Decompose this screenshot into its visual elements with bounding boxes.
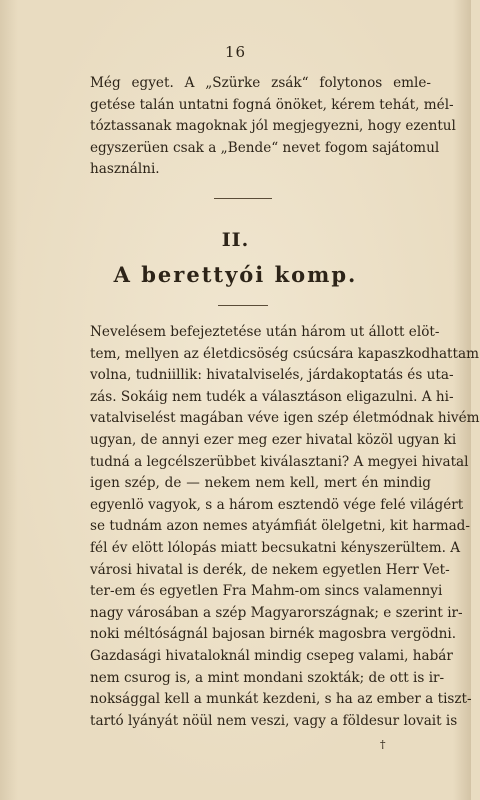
text-line: nem csurog is, a mint mondani szokták; de ott is ir-	[90, 669, 445, 686]
section-number: II.	[221, 229, 250, 251]
paragraph-1	[90, 73, 456, 181]
text-line: tudná a legcélszerübbet kiválasztani? A megyei hivatal	[90, 453, 469, 470]
text-line: volna, tudniillik: hivatalviselés, járdakoptatás és uta-	[90, 367, 454, 384]
text-line: tóztassanak magoknak jól megjegyezni, hogy ezentul	[90, 118, 456, 135]
text-line: noksággal kell a munkát kezdeni, s ha az ember a tiszt-	[90, 691, 472, 708]
text-line: tem, mellyen az életdicsöség csúcsára kapaszkodhattam	[90, 345, 479, 362]
text-line: nagy városában a szép Magyarországnak; e szerint ir-	[90, 604, 463, 621]
footer-mark: †	[380, 738, 386, 751]
paragraph-2	[90, 322, 480, 732]
section-divider-bottom	[218, 305, 268, 306]
text-line: zás. Sokáig nem tudék a választáson eligazulni. A hi-	[90, 388, 454, 405]
text-line: egyenlö vagyok, s a három esztendö vége felé világért	[90, 496, 464, 513]
text-line: noki méltóságnál bajosan birnék magosbra vergödni.	[90, 626, 457, 643]
text-line: igen szép, de — nekem nem kell, mert én mindig	[90, 475, 431, 492]
text-line: ugyan, de annyi ezer meg ezer hivatal közöl ugyan ki	[90, 431, 457, 448]
text-line: Nevelésem befejeztetése után három ut állott elöt-	[90, 324, 440, 340]
section-title: A berettyói komp.	[113, 262, 358, 287]
section-divider-top	[214, 198, 272, 199]
text-line: használni.	[90, 161, 160, 178]
text-line: Még egyet. A „Szürke zsák“ folytonos emle-	[90, 75, 431, 91]
text-line: getése talán untatni fogná önöket, kérem tehát, mél-	[90, 96, 454, 113]
text-line: Gazdasági hivataloknál mindig csepeg valami, habár	[90, 647, 453, 664]
text-line: tartó lyányát nöül nem veszi, vagy a földesur lovait is	[90, 712, 458, 729]
page-number: 16	[224, 43, 247, 61]
text-line: vatalviselést magában véve igen szép életmódnak hivém	[90, 410, 480, 427]
text-line: ter-em és egyetlen Fra Mahm-om sincs valamennyi	[90, 583, 443, 600]
text-line: fél év elött lólopás miatt becsukatni kényszerültem. A	[90, 539, 461, 556]
text-line: se tudnám azon nemes atyámfiát ölelgetni, kit harmad-	[90, 518, 470, 535]
text-line: egyszerüen csak a „Bende“ nevet fogom sajátomul	[90, 139, 440, 156]
text-line: városi hivatal is derék, de nekem egyetlen Herr Vet-	[90, 561, 450, 578]
